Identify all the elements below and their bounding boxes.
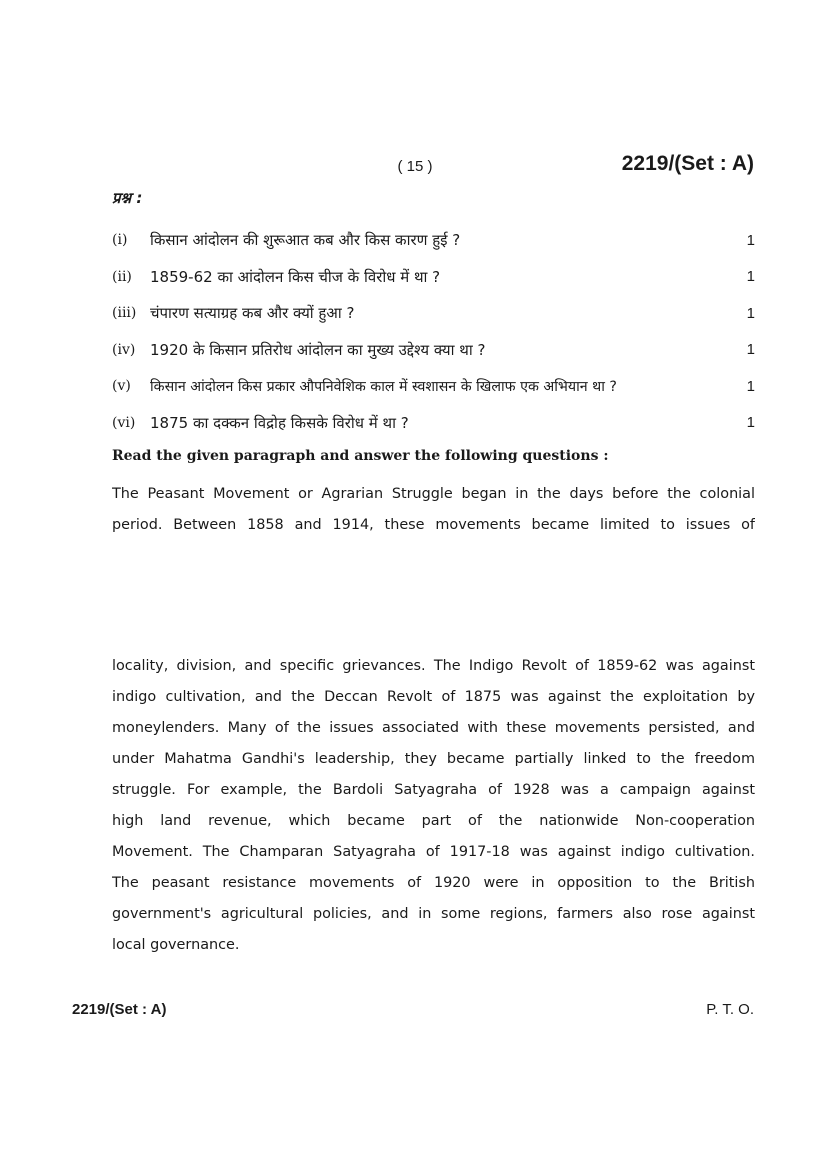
question-number: (i) [112,232,128,249]
question-marks: 1 [746,304,755,322]
question-text: चंपारण सत्याग्रह कब और क्यों हुआ ? [150,304,355,323]
question-number: (iii) [112,305,137,322]
question-marks: 1 [746,377,755,395]
question-text: किसान आंदोलन किस प्रकार औपनिवेशिक काल में स्वशासन के खिलाफ एक अभियान था ? [150,378,617,395]
question-item [112,222,755,259]
question-number: (v) [112,378,131,395]
question-marks: 1 [746,268,755,286]
question-marks: 1 [746,414,755,432]
question-item [112,259,755,296]
passage-line: The Peasant Movement or Agrarian Struggle began in the days before the colonial [112,486,755,502]
question-number: (ii) [112,268,132,285]
passage-line: locality, division, and specific grievances. The Indigo Revolt of 1859-62 was against [112,658,755,674]
questions-heading: प्रश्न : [112,189,143,207]
question-marks: 1 [746,231,755,249]
passage-line: period. Between 1858 and 1914, these movements became limited to issues of [112,517,755,533]
passage-line: high land revenue, which became part of the nationwide Non-cooperation [112,813,755,829]
paragraph-instruction: Read the given paragraph and answer the following questions : [112,448,609,464]
question-item [112,368,755,405]
passage-line: moneylenders. Many of the issues associated with these movements persisted, and [112,720,755,736]
question-text: 1920 के किसान प्रतिरोध आंदोलन का मुख्य उद्देश्य क्या था ? [150,340,486,359]
question-text: 1875 का दक्कन विद्रोह किसके विरोध में था ? [150,413,409,432]
passage-paragraph-top [112,479,755,541]
question-item [112,405,755,442]
passage-paragraph-bottom [112,651,755,961]
passage-line: under Mahatma Gandhi's leadership, they became partially linked to the freedom [112,751,755,767]
question-text: किसान आंदोलन की शुरूआत कब और किस कारण हुई ? [150,231,461,250]
page-number: ( 15 ) [397,158,433,175]
question-item [112,332,755,369]
header-paper-code: 2219/(Set : A) [621,152,754,175]
passage-line: Movement. The Champaran Satyagraha of 1917-18 was against indigo cultivation. [112,844,755,860]
passage-line: government's agricultural policies, and in some regions, farmers also rose against [112,906,755,922]
footer-paper-code: 2219/(Set : A) [72,1001,167,1018]
question-number: (vi) [112,414,136,431]
please-turn-over: P. T. O. [706,1001,754,1018]
question-number: (iv) [112,341,136,358]
passage-line: indigo cultivation, and the Deccan Revolt of 1875 was against the exploitation by [112,689,755,705]
passage-line: struggle. For example, the Bardoli Satyagraha of 1928 was a campaign against [112,782,755,798]
question-item [112,295,755,332]
question-list [112,222,755,441]
question-text: 1859-62 का आंदोलन किस चीज के विरोध में था ? [150,267,441,286]
question-marks: 1 [746,341,755,359]
passage-line: local governance. [112,937,240,953]
passage-line: The peasant resistance movements of 1920 were in opposition to the British [112,875,755,891]
